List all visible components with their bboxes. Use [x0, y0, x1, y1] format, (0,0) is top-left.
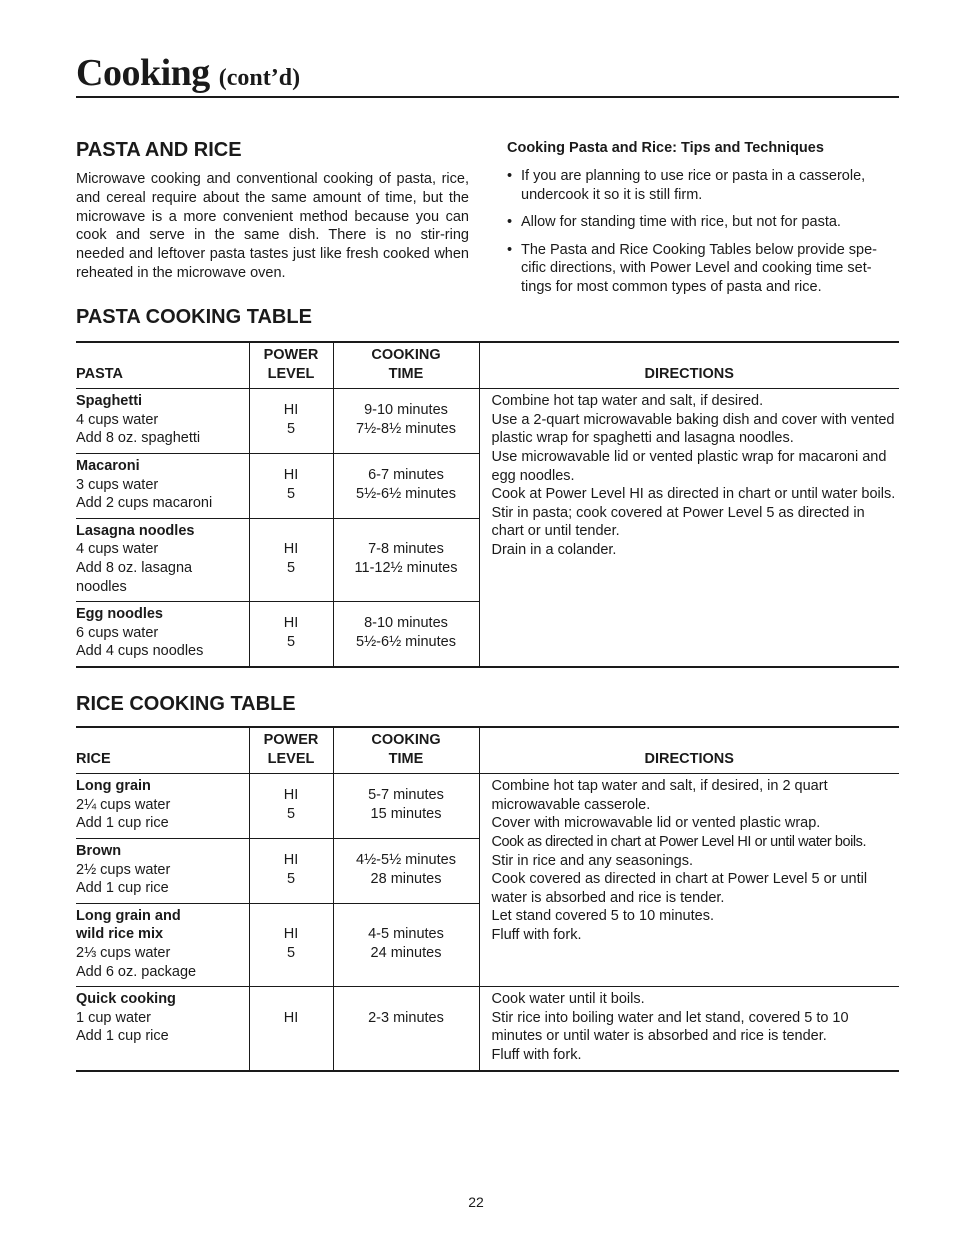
column-header-directions: DIRECTIONS	[479, 727, 899, 774]
direction-line: Fluff with fork.	[491, 1046, 582, 1063]
pasta-name: Lasagna noodles	[76, 522, 195, 539]
pasta-rice-intro-text: Microwave cooking and conventional cooking of pasta, rice, and cereal require about the same amount of time, but the microwave is a more convenient method because you can cook and serve in the same dish. There is no stir-ring needed and leftover pasta tastes just like fresh cooked when reheated in the microwave oven.	[76, 171, 469, 281]
rice-name: Quick cooking	[76, 991, 176, 1008]
column-header-power-level: POWER LEVEL	[249, 727, 333, 774]
tip-text: The Pasta and Rice Cooking Tables below provide spe-cific directions, with Power Level and cooking time set-tings for most common types of pasta and rice.	[521, 241, 877, 295]
pasta-cooking-table	[76, 341, 899, 668]
pasta-name: Spaghetti	[76, 393, 143, 410]
rice-detail: 2¼ cups water	[76, 796, 171, 813]
power-level-cell: HI 5	[249, 838, 333, 903]
rice-detail: 2⅓ cups water	[76, 944, 171, 961]
column-header-cooking-time: COOKING TIME	[333, 342, 479, 389]
pasta-item-cell	[76, 453, 249, 518]
column-header-pasta: PASTA	[76, 365, 123, 382]
cooking-time-cell: 4-5 minutes 24 minutes	[333, 903, 479, 986]
rice-cooking-table	[76, 726, 899, 1072]
direction-line: Cover with microwavable lid or vented plastic wrap.	[491, 815, 821, 832]
tips-list	[507, 167, 900, 297]
pasta-rice-heading: PASTA AND RICE	[76, 139, 242, 161]
direction-line: Stir rice into boiling water and let stand, covered 5 to 10 minutes or until water is absorbed and rice is tender.	[491, 1009, 849, 1045]
direction-line: Cook covered as directed in chart at Power Level 5 or until water is absorbed and rice is tender.	[491, 871, 868, 906]
rice-name: wild rice mix	[76, 926, 164, 943]
page-title-main: Cooking	[76, 52, 210, 94]
manual-page	[76, 0, 899, 1235]
pasta-detail: 3 cups water	[76, 476, 159, 493]
rice-detail: 2½ cups water	[76, 861, 171, 878]
tips-list-item	[507, 167, 900, 204]
direction-line: Use microwavable lid or vented plastic wrap for macaroni and egg noodles.	[491, 448, 887, 484]
column-header-rice: RICE	[76, 750, 111, 767]
cooking-time-cell: 8-10 minutes 5½-6½ minutes	[333, 602, 479, 667]
tips-heading: Cooking Pasta and Rice: Tips and Techniques	[507, 140, 824, 156]
power-level-cell: HI	[249, 987, 333, 1071]
direction-line: Cook as directed in chart at Power Level HI or until water boils.	[491, 833, 867, 850]
pasta-detail: Add 4 cups noodles	[76, 643, 204, 660]
tip-text: If you are planning to use rice or pasta in a casserole, undercook it so it is still firm.	[521, 168, 866, 203]
direction-line: Let stand covered 5 to 10 minutes.	[491, 908, 714, 925]
direction-line: Fluff with fork.	[491, 926, 582, 943]
power-level-cell: HI 5	[249, 774, 333, 839]
page-title	[76, 50, 899, 101]
direction-line: Stir in pasta; cook covered at Power Level 5 as directed in chart or until tender.	[491, 504, 865, 540]
direction-line: Combine hot tap water and salt, if desired, in 2 quart microwavable casserole.	[491, 778, 828, 813]
cooking-time-cell: 9-10 minutes 7½-8½ minutes	[333, 389, 479, 454]
tips-list-item	[507, 241, 900, 297]
table-row	[76, 987, 899, 1071]
pasta-name: Egg noodles	[76, 606, 163, 623]
table-header-row	[76, 342, 899, 389]
page-title-subtitle: (cont’d)	[218, 65, 301, 91]
page-header	[76, 50, 899, 98]
table-header-row	[76, 727, 899, 774]
pasta-item-cell	[76, 518, 249, 601]
rice-directions-cell	[479, 774, 899, 987]
table-row	[76, 774, 899, 839]
tips-section	[507, 137, 900, 306]
direction-line: Use a 2-quart microwavable baking dish and cover with vented plastic wrap for spaghetti and lasagna noodles.	[491, 411, 895, 447]
bullet-icon: •	[507, 214, 513, 231]
rice-detail: Add 6 oz. package	[76, 963, 197, 980]
direction-line: Combine hot tap water and salt, if desired.	[491, 393, 764, 410]
column-header-cooking-time: COOKING TIME	[333, 727, 479, 774]
tips-list-item	[507, 213, 900, 232]
pasta-name: Macaroni	[76, 457, 140, 474]
cooking-time-cell: 2-3 minutes	[333, 987, 479, 1071]
pasta-table-title: PASTA COOKING TABLE	[76, 306, 312, 328]
rice-detail: 1 cup water	[76, 1009, 151, 1026]
rice-name: Long grain and	[76, 907, 181, 924]
tip-text: Allow for standing time with rice, but not for pasta.	[521, 214, 841, 231]
power-level-cell: HI 5	[249, 602, 333, 667]
pasta-rice-intro-section	[76, 137, 469, 283]
rice-detail: Add 1 cup rice	[76, 880, 169, 897]
pasta-detail: 4 cups water	[76, 541, 159, 558]
quick-cooking-directions-cell	[479, 987, 899, 1071]
cooking-time-cell: 7-8 minutes 11-12½ minutes	[333, 518, 479, 601]
direction-line: Drain in a colander.	[491, 541, 617, 558]
pasta-item-cell	[76, 602, 249, 667]
power-level-cell: HI 5	[249, 453, 333, 518]
rice-detail: Add 1 cup rice	[76, 1028, 169, 1045]
column-header-power-level: POWER LEVEL	[249, 342, 333, 389]
pasta-directions-cell	[479, 389, 899, 667]
direction-line: Stir in rice and any seasonings.	[491, 852, 693, 869]
rice-table-title: RICE COOKING TABLE	[76, 693, 296, 715]
cooking-time-cell: 4½-5½ minutes 28 minutes	[333, 838, 479, 903]
column-header-directions: DIRECTIONS	[479, 342, 899, 389]
rice-detail: Add 1 cup rice	[76, 815, 169, 832]
power-level-cell: HI 5	[249, 903, 333, 986]
bullet-icon: •	[507, 241, 513, 258]
rice-item-cell	[76, 903, 249, 986]
cooking-time-cell: 5-7 minutes 15 minutes	[333, 774, 479, 839]
power-level-cell: HI 5	[249, 518, 333, 601]
table-row	[76, 389, 899, 454]
direction-line: Cook water until it boils.	[491, 991, 645, 1008]
pasta-detail: 6 cups water	[76, 624, 159, 641]
page-number: 22	[468, 1194, 484, 1210]
rice-item-cell	[76, 838, 249, 903]
pasta-detail: noodles	[76, 578, 127, 595]
rice-name: Long grain	[76, 778, 151, 795]
power-level-cell: HI 5	[249, 389, 333, 454]
rice-name: Brown	[76, 842, 122, 859]
direction-line: Cook at Power Level HI as directed in chart or until water boils.	[491, 486, 896, 503]
pasta-detail: Add 8 oz. lasagna	[76, 559, 193, 576]
pasta-detail: Add 8 oz. spaghetti	[76, 430, 201, 447]
bullet-icon: •	[507, 168, 513, 184]
rice-item-cell	[76, 987, 249, 1071]
pasta-detail: 4 cups water	[76, 411, 159, 428]
pasta-item-cell	[76, 389, 249, 454]
cooking-time-cell: 6-7 minutes 5½-6½ minutes	[333, 453, 479, 518]
pasta-detail: Add 2 cups macaroni	[76, 495, 213, 512]
rice-item-cell	[76, 774, 249, 839]
